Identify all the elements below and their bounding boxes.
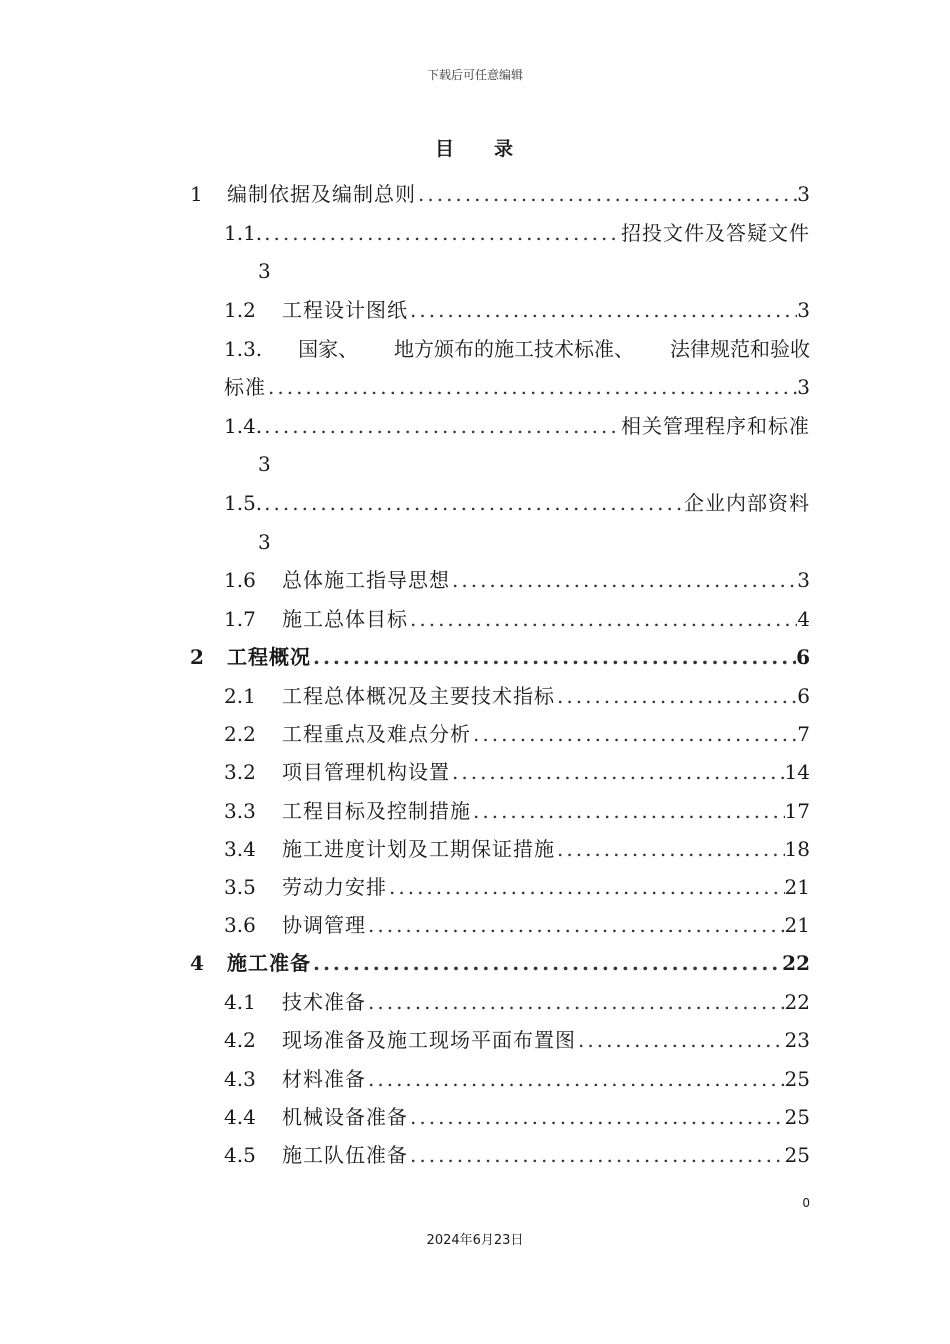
toc-leader-dots: [311, 642, 796, 672]
toc-entry-text: 标准: [224, 375, 266, 399]
toc-entry-page: 3: [797, 568, 810, 592]
toc-leader-dots: [555, 681, 797, 711]
toc-entry-text: 相关管理程序和标准: [621, 414, 810, 438]
toc-leader-dots: [262, 411, 621, 441]
toc-entry-1[interactable]: [190, 179, 810, 209]
toc-entry-page: 18: [784, 837, 810, 861]
toc-leader-dots: [576, 1025, 785, 1055]
toc-entry-3-2[interactable]: [224, 757, 810, 787]
toc-entry-3-5[interactable]: [224, 872, 810, 902]
toc-leader-dots: [262, 488, 684, 518]
toc-leader-dots: [387, 872, 785, 902]
toc-entry-number: 1.4.: [224, 414, 263, 438]
toc-entry-page: 25: [784, 1105, 810, 1129]
toc-leader-dots: [450, 757, 785, 787]
toc-entry-number: 4.1: [224, 990, 256, 1014]
toc-entry-text: 企业内部资料: [684, 491, 810, 515]
toc-entry-page: 3: [258, 530, 271, 554]
toc-entry-text: 编制依据及编制总则: [227, 182, 416, 206]
toc-leader-dots: [262, 218, 621, 248]
toc-entry-1-1[interactable]: [224, 218, 810, 248]
page-number: 0: [802, 1196, 810, 1210]
toc-leader-dots: [366, 987, 785, 1017]
toc-entry-page: 3: [797, 375, 810, 399]
toc-entry-page: 22: [784, 990, 810, 1014]
toc-entry-page: 25: [784, 1143, 810, 1167]
toc-entry-number: 2.1: [224, 684, 256, 708]
toc-entry-text: 协调管理: [282, 913, 366, 937]
toc-leader-dots: [471, 719, 797, 749]
toc-leader-dots: [366, 1064, 785, 1094]
toc-entry-1-6[interactable]: [224, 565, 810, 595]
toc-entry-1-2[interactable]: [224, 295, 810, 325]
toc-entry-number: 4: [190, 951, 204, 975]
toc-entry-page: 21: [784, 913, 810, 937]
page-header: 下载后可任意编辑: [426, 68, 523, 82]
toc-leader-dots: [266, 372, 797, 402]
toc-leader-dots: [408, 604, 797, 634]
toc-leader-dots: [408, 1140, 785, 1170]
toc-entry-page: 23: [784, 1028, 810, 1052]
toc-entry-number: 4.5: [224, 1143, 256, 1167]
toc-entry-number: 2.2: [224, 722, 256, 746]
toc-entry-text: 机械设备准备: [282, 1105, 408, 1129]
toc-entry-4-2[interactable]: [224, 1025, 810, 1055]
toc-entry-number: 1.5.: [224, 491, 263, 515]
toc-entry-3-4[interactable]: [224, 834, 810, 864]
footer-date: 2024年6月23日: [426, 1233, 524, 1248]
toc-entry-text: 国家、: [298, 337, 359, 361]
toc-entry-text: 施工队伍准备: [282, 1143, 408, 1167]
toc-entry-number: 3.4: [224, 837, 256, 861]
toc-entry-1-3-cont[interactable]: [224, 372, 810, 402]
toc-entry-1-4[interactable]: [224, 411, 810, 441]
toc-entry-2-2[interactable]: [224, 719, 810, 749]
toc-entry-page: 3: [797, 298, 810, 322]
toc-entry-text: 项目管理机构设置: [282, 760, 450, 784]
toc-entry-number: 1.7: [224, 607, 256, 631]
toc-leader-dots: [555, 834, 785, 864]
toc-entry-page: 7: [797, 722, 810, 746]
toc-entry-4-3[interactable]: [224, 1064, 810, 1094]
toc-entry-number: 1.1.: [224, 221, 263, 245]
toc-entry-number: 4.3: [224, 1067, 256, 1091]
toc-title-right: 录: [494, 138, 516, 160]
toc-entry-text: 地方颁布的施工技术标准、: [394, 337, 635, 361]
toc-entry-number: 1.2: [224, 298, 256, 322]
toc-entry-4-5[interactable]: [224, 1140, 810, 1170]
toc-entry-text: 工程概况: [227, 645, 311, 669]
toc-entry-2-1[interactable]: [224, 681, 810, 711]
toc-entry-text: 施工准备: [227, 951, 311, 975]
toc-entry-text: 招投文件及答疑文件: [621, 221, 810, 245]
toc-leader-dots: [408, 295, 797, 325]
toc-title: [0, 134, 950, 161]
toc-entry-page: 6: [797, 684, 810, 708]
toc-title-left: 目: [434, 138, 456, 160]
toc-entry-text: 材料准备: [282, 1067, 366, 1091]
toc-entry-page: 14: [784, 760, 810, 784]
toc-entry-4-1[interactable]: [224, 987, 810, 1017]
toc-entry-3-6[interactable]: [224, 910, 810, 940]
toc-entry-text: 法律规范和验收: [669, 337, 810, 361]
toc-entry-number: 3.2: [224, 760, 256, 784]
toc-entry-number: 1.3.: [224, 337, 263, 361]
toc-entry-4[interactable]: [190, 948, 810, 978]
toc-entry-page: 6: [796, 645, 810, 669]
toc-leader-dots: [416, 179, 797, 209]
toc-entry-4-4[interactable]: [224, 1102, 810, 1132]
toc-entry-1-7[interactable]: [224, 604, 810, 634]
toc-entry-text: 劳动力安排: [282, 875, 387, 899]
toc-entry-number: 3.5: [224, 875, 256, 899]
toc-entry-1-3[interactable]: [224, 334, 810, 364]
toc-entry-number: 4.2: [224, 1028, 256, 1052]
toc-leader-dots: [450, 565, 797, 595]
toc-entry-number: 2: [190, 645, 204, 669]
toc-entry-text: 施工进度计划及工期保证措施: [282, 837, 555, 861]
toc-entry-text: 工程设计图纸: [282, 298, 408, 322]
toc-entry-number: 1.6: [224, 568, 256, 592]
toc-leader-dots: [366, 910, 785, 940]
toc-entry-number: 4.4: [224, 1105, 256, 1129]
toc-entry-text: 施工总体目标: [282, 607, 408, 631]
toc-leader-dots: [311, 948, 782, 978]
toc-entry-number: 3.6: [224, 913, 256, 937]
toc-entry-page: 3: [797, 182, 810, 206]
toc-leader-dots: [408, 1102, 785, 1132]
toc-leader-dots: [471, 796, 785, 826]
toc-entry-page: 4: [797, 607, 810, 631]
toc-entry-text: 总体施工指导思想: [282, 568, 450, 592]
toc-entry-2[interactable]: [190, 642, 810, 672]
toc-entry-page: 3: [258, 259, 271, 283]
toc-entry-page: 25: [784, 1067, 810, 1091]
toc-entry-text: 现场准备及施工现场平面布置图: [282, 1028, 576, 1052]
toc-entry-number: 3.3: [224, 799, 256, 823]
toc-entry-3-3[interactable]: [224, 796, 810, 826]
toc-entry-text: 工程目标及控制措施: [282, 799, 471, 823]
toc-entry-text: 工程重点及难点分析: [282, 722, 471, 746]
toc-entry-number: 1: [190, 182, 203, 206]
toc-entry-page: 22: [782, 951, 810, 975]
toc-entry-1-5[interactable]: [224, 488, 810, 518]
toc-entry-page: 3: [258, 452, 271, 476]
toc-entry-text: 技术准备: [282, 990, 366, 1014]
toc-entry-text: 工程总体概况及主要技术指标: [282, 684, 555, 708]
toc-entry-page: 17: [784, 799, 810, 823]
toc-entry-page: 21: [784, 875, 810, 899]
